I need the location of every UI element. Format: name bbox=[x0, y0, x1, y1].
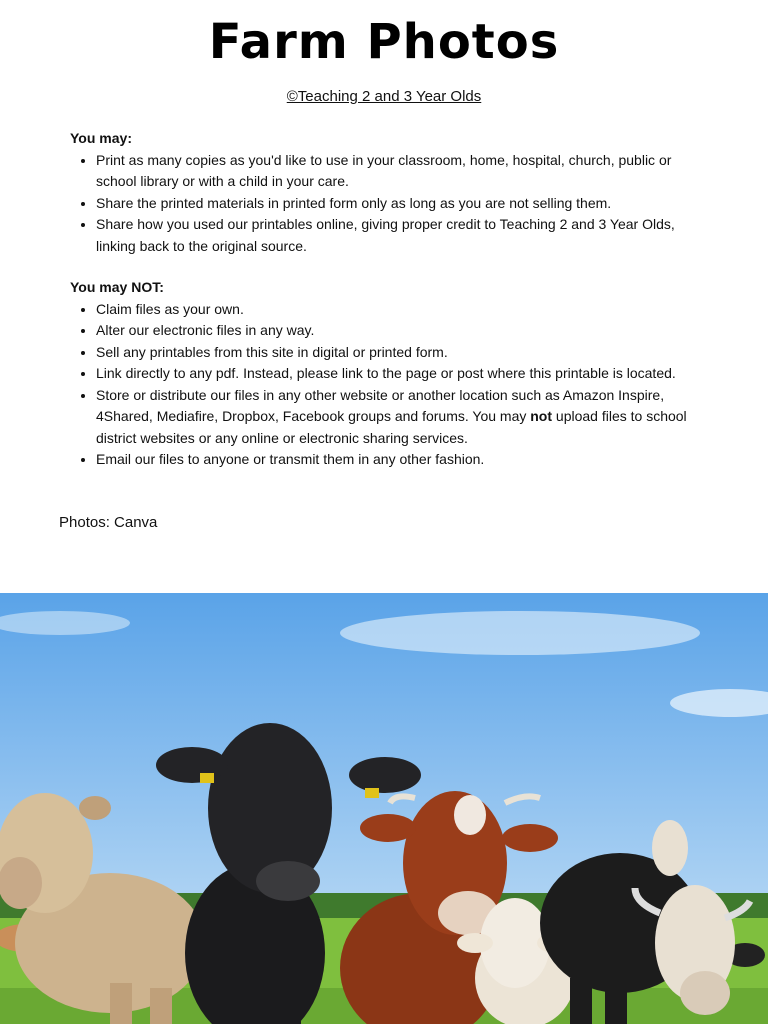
may-list bbox=[70, 150, 700, 258]
list-item bbox=[96, 385, 700, 450]
list-item: • Alter our electronic files in any way. bbox=[96, 320, 700, 342]
cows-photo bbox=[0, 593, 768, 1024]
may-not-heading: You may NOT: bbox=[70, 279, 164, 295]
store-text-emphasis: not bbox=[530, 408, 553, 424]
store-text-after: upload files to school district websites or any online or electronic sharing services. bbox=[96, 408, 687, 446]
cloud bbox=[340, 611, 700, 655]
list-item: • Share how you used our printables online, giving proper credit to Teaching 2 and 3 Year Olds, linking back to the original source. bbox=[96, 214, 700, 257]
cows-illustration bbox=[0, 593, 768, 1024]
list-item: • Claim files as your own. bbox=[96, 299, 700, 321]
may-heading: You may: bbox=[70, 130, 132, 146]
list-item: • Sell any printables from this site in digital or printed form. bbox=[96, 342, 700, 364]
photo-credit: Photos: Canva bbox=[59, 514, 158, 531]
list-item: • Share the printed materials in printed form only as long as you are not selling them. bbox=[96, 193, 700, 215]
page-title: Farm Photos bbox=[208, 14, 560, 70]
list-item: • Print as many copies as you'd like to use in your classroom, home, hospital, church, public or school library or with a child in your care. bbox=[96, 150, 700, 193]
list-item: • Email our files to anyone or transmit them in any other fashion. bbox=[96, 449, 700, 471]
terms-section bbox=[70, 128, 700, 471]
list-item: • Link directly to any pdf. Instead, please link to the page or post where this printable is located. bbox=[96, 363, 700, 385]
store-text-before: Store or distribute our files in any other website or another location such as Amazon Inspire, 4Shared, Mediafire, Dropbox, Facebook groups and forums. You may bbox=[96, 386, 665, 424]
may-not-list bbox=[70, 299, 700, 471]
copyright-link[interactable]: ©Teaching 2 and 3 Year Olds bbox=[286, 88, 482, 105]
